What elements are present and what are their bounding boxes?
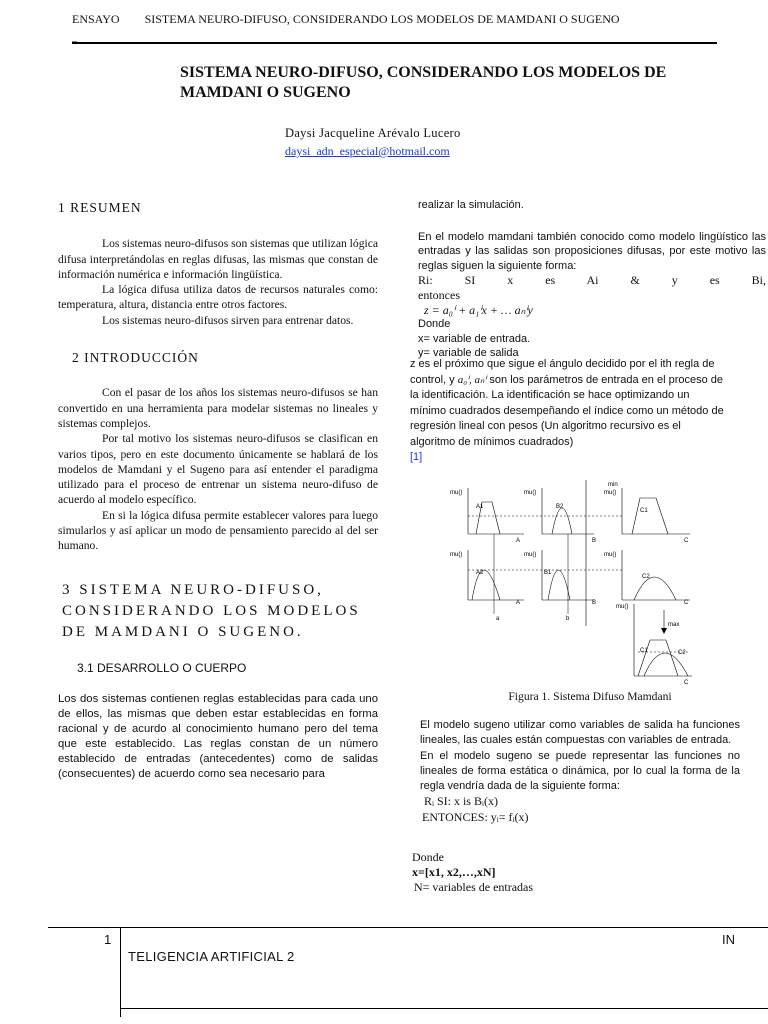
figure-caption: Figura 1. Sistema Difuso Mamdani: [508, 690, 672, 703]
header-rule: [72, 42, 717, 44]
c2-output-label: C2: [678, 650, 686, 656]
sugeno-donde: Donde: [412, 850, 444, 864]
left-column: [58, 200, 378, 782]
panel-c2: [622, 550, 690, 600]
sugeno-donde-block: [412, 850, 732, 895]
y-definition: y= variable de salida: [418, 347, 519, 360]
mamdani-figure: [444, 480, 700, 688]
mu-label-4: mu(): [450, 552, 463, 558]
footer-title: TELIGENCIA ARTIFICIAL 2: [128, 949, 295, 964]
c1-label: C1: [640, 508, 648, 514]
axis-a-label-2: A: [516, 600, 521, 606]
c2-label: C2: [642, 574, 650, 580]
footer-bottom-rule: [120, 1008, 768, 1009]
mu-label-1: mu(): [450, 490, 463, 496]
x-vector: x=[x1, x2,…,xN]: [412, 865, 496, 879]
input-b-label: b: [566, 616, 570, 622]
axis-b-label-2: B: [592, 600, 597, 606]
sugeno-rule-2: ENTONCES: yᵢ= fᵢ(x): [422, 809, 529, 824]
header-title: SISTEMA NEURO-DIFUSO, CONSIDERANDO LOS MODELOS DE MAMDANI O SUGENO: [144, 12, 620, 26]
n-definition: N= variables de entradas: [414, 880, 534, 894]
section-2-heading: 2 INTRODUCCIÓN: [72, 350, 199, 366]
footer-vertical-bar: [120, 927, 121, 1017]
min-label: min: [608, 482, 618, 488]
axis-c-label-1: C: [684, 538, 689, 544]
a2-label: A2: [476, 570, 484, 576]
b1-label: B1: [544, 570, 552, 576]
z-explanation: [410, 357, 726, 466]
panel-output: [634, 604, 692, 676]
panel-a1: [468, 488, 524, 534]
sugeno-paragraph-2: En el modelo sugeno se puede representar las funciones no lineales de forma estática o dinámica, por lo cual la forma de la regla vendría dada de la siguiente forma:: [420, 749, 740, 793]
sugeno-rule-1: Rᵢ SI: x is Bᵢ(x): [424, 794, 498, 809]
mamdani-formula: z = a₀ⁱ + a₁ⁱx + … aₙⁱy: [424, 302, 533, 317]
s1-paragraph-3: Los sistemas neuro-difusos sirven para entrenar datos.: [102, 313, 354, 327]
axis-a-label-1: A: [516, 538, 521, 544]
paper-title: SISTEMA NEURO-DIFUSO, CONSIDERANDO LOS MODELOS DE MAMDANI O SUGENO: [180, 64, 667, 101]
z-text-1: z es el próximo que sigue el ángulo decidido por el ith regla de control, y: [410, 358, 715, 386]
sugeno-paragraph-1: El modelo sugeno utilizar como variables de salida ha funciones lineales, las cuales están compuestas con variables de entrada.: [420, 719, 740, 747]
s31-paragraph-1: Los dos sistemas contienen reglas establecidas para cada uno de ellos, las mismas que deben estar establecidas en forma racional y de acurdo al conocimiento humano pero del tema que este establecido. Las reglas constan de un número establecido de entradas (antecedentes) como de salidas (consecuentes) de acuerdo como sea necesario para: [58, 692, 378, 780]
axis-c-label-2: C: [684, 600, 689, 606]
section-1-heading: 1 RESUMEN: [58, 200, 142, 215]
a1-label: A1: [476, 504, 484, 510]
author-name: Daysi Jacqueline Arévalo Lucero: [285, 126, 461, 140]
right-column: [418, 198, 766, 361]
citation-1-link[interactable]: [1]: [410, 451, 423, 463]
x-definition: x= variable de entrada.: [418, 332, 531, 345]
donde-1: Donde: [418, 318, 451, 331]
header-label: ENSAYO: [72, 12, 120, 26]
b2-label: B2: [556, 504, 564, 510]
panel-c1: [622, 488, 690, 534]
s1-paragraph-1: Los sistemas neuro-difusos son sistemas que utilizan lógica difusa interpretándolas en reglas difusas, las mismas que constan de información numérica e información lingüística.: [58, 237, 378, 281]
s1-paragraph-2: La lógica difusa utiliza datos de recursos naturales como: temperatura, altura, distancia entre otros factores.: [58, 283, 378, 312]
z-text-2: son los parámetros de entrada en el proceso de la identificación. La identificación se hace optimizando un mínimo cuadrados desempeñando el índice como un método de regresión lineal con pesos (Un algoritmo recursivo es el algoritmo de mínimos cuadrados): [410, 373, 724, 448]
s2-paragraph-1: Con el pasar de los años los sistemas neuro-difusos se han convertido en una herramienta para modelar sistemas no lineales y sistemas complejos.: [58, 386, 378, 430]
header-tick: –: [72, 36, 77, 47]
axis-c-label-3: C: [684, 680, 689, 686]
params-formula: a₀ⁱ, aₙⁱ: [457, 373, 487, 386]
r-paragraph-0: realizar la simulación.: [418, 199, 524, 211]
axis-b-label-1: B: [592, 538, 597, 544]
mu-label-7: mu(): [616, 604, 629, 610]
input-a-label: a: [496, 616, 500, 622]
sugeno-block: [420, 718, 740, 825]
mu-label-6: mu(): [604, 552, 617, 558]
max-arrowhead: [661, 628, 667, 634]
c1-output-label: C1: [640, 648, 648, 654]
mu-label-3: mu(): [604, 490, 617, 496]
footer-in: IN: [722, 932, 735, 947]
mu-label-2: mu(): [524, 490, 537, 496]
author-email-link[interactable]: daysi_adn_especial@hotmail.com: [285, 144, 450, 158]
max-label: max: [668, 622, 680, 628]
r-paragraph-1: En el modelo mamdani también conocido como modelo lingüístico las entradas y las salidas son proposiciones difusas, por este motivo las reglas siguen la siguiente forma:: [418, 230, 766, 272]
mu-label-5: mu(): [524, 552, 537, 558]
page-number: 1: [104, 932, 112, 947]
section-3-1-heading: 3.1 DESARROLLO O CUERPO: [77, 660, 247, 675]
mamdani-rule: Ri: SI x es Ai & y es Bi, entonces: [418, 273, 766, 302]
section-3-heading: 3 SISTEMA NEURO-DIFUSO, CONSIDERANDO LOS MODELOS DE MAMDANI O SUGENO.: [62, 581, 361, 640]
s2-paragraph-3: En si la lógica difusa permite establecer valores para luego simularlos y así aplicar un modo de pensamiento parecido al del ser humano.: [58, 508, 378, 553]
running-header: [72, 12, 642, 27]
s2-paragraph-2: Por tal motivo los sistemas neuro-difusos se clasifican en varios tipos, pero en este documento únicamente se hablará de los modelos de Mamdani y el Sugeno para así entender el paradigma utilizado para el proceso de entrenar un sistema neuro-difuso de acuerdo al modelo específico.: [58, 432, 378, 507]
footer-rule: [48, 927, 768, 928]
